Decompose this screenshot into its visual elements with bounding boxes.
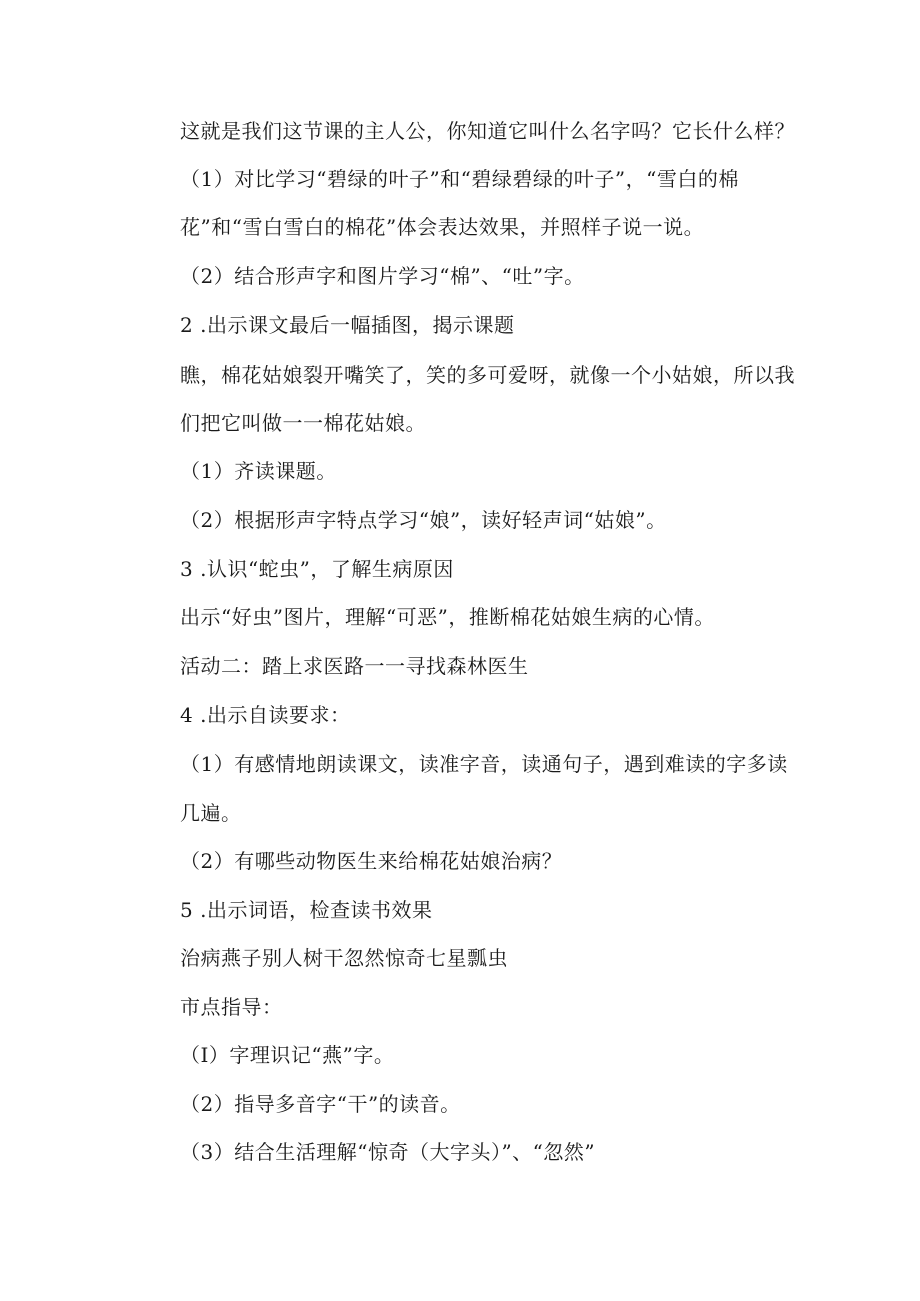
paragraph-line: 瞧，棉花姑娘裂开嘴笑了，笑的多可爱呀，就像一个小姑娘，所以我 bbox=[180, 363, 795, 387]
paragraph-line: （1）齐读课题。 bbox=[180, 459, 337, 483]
paragraph-line: （2）指导多音字“干”的读音。 bbox=[180, 1092, 461, 1116]
paragraph-line: 几遍。 bbox=[180, 801, 242, 825]
paragraph-line: 市点指导： bbox=[180, 995, 283, 1019]
activity-heading: 活动二：踏上求医路一一寻找森林医生 bbox=[180, 654, 529, 678]
paragraph-line: 们把它叫做一一棉花姑娘。 bbox=[180, 411, 426, 435]
paragraph-line: 花”和“雪白雪白的棉花”体会表达效果，并照样子说一说。 bbox=[180, 215, 705, 239]
section-heading: 2 .出示课文最后一幅插图，揭示课题 bbox=[180, 313, 515, 337]
paragraph-line: 出示“好虫”图片，理解“可恶”，推断棉花姑娘生病的心情。 bbox=[180, 605, 715, 629]
paragraph-line: （2）有哪些动物医生来给棉花姑娘治病？ bbox=[180, 849, 563, 873]
word-list: 治病燕子别人树干忽然惊奇七星瓢虫 bbox=[180, 946, 508, 970]
section-heading: 5 .出示词语，检查读书效果 bbox=[180, 898, 433, 922]
paragraph-line: 这就是我们这节课的主人公，你知道它叫什么名字吗？它长什么样？ bbox=[180, 119, 795, 143]
section-heading: 3 .认识“蛇虫”，了解生病原因 bbox=[180, 557, 454, 581]
paragraph-line: （2）根据形声字特点学习“娘”，读好轻声词“姑娘”。 bbox=[180, 508, 667, 532]
paragraph-line: （2）结合形声字和图片学习“棉”、“吐”字。 bbox=[180, 264, 585, 288]
paragraph-line: （1）对比学习“碧绿的叶子”和“碧绿碧绿的叶子”，“雪白的棉 bbox=[180, 167, 739, 191]
paragraph-line: （3）结合生活理解“惊奇（大字头）”、“忽然” bbox=[180, 1140, 596, 1164]
section-heading: 4 .出示自读要求： bbox=[180, 703, 351, 727]
paragraph-line: （I）字理识记“燕”字。 bbox=[180, 1043, 395, 1067]
paragraph-line: （1）有感情地朗读课文，读准字音，读通句子，遇到难读的字多读 bbox=[180, 752, 788, 776]
